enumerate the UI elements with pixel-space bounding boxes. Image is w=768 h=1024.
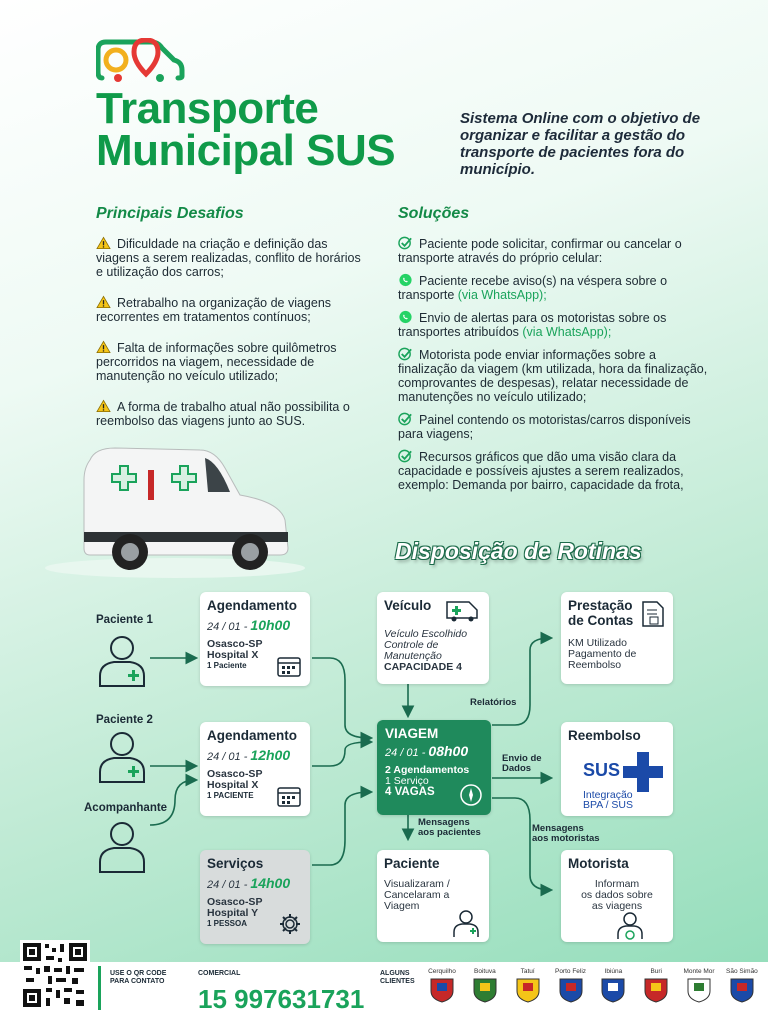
card-title: Veículo — [384, 598, 432, 613]
card-title: Paciente — [384, 856, 440, 871]
card-title: Agendamento — [207, 728, 298, 743]
city-crest-icon — [686, 975, 712, 1003]
title-line-1: Transporte — [96, 84, 319, 133]
qr-code-icon[interactable] — [20, 940, 90, 1010]
patient-icon — [451, 908, 481, 938]
patient-icon — [94, 632, 150, 688]
companion-label: Acompanhante — [84, 802, 168, 814]
scheduling-card-1[interactable]: Agendamento 24 / 01 - 10h00 Osasco-SP Hospital X 1 Paciente — [200, 592, 310, 686]
solutions-heading: Soluções — [398, 205, 470, 222]
check-icon — [398, 236, 413, 250]
challenge-item: Dificuldade na criação e definição das viagens a serem realizadas, conflito de horários e utilização dos carros; — [96, 237, 361, 279]
city-crest-icon — [472, 975, 498, 1003]
city-crest-icon — [558, 975, 584, 1003]
services-card[interactable]: Serviços 24 / 01 - 14h00 Osasco-SP Hospital Y 1 PESSOA — [200, 850, 310, 944]
card-date: 24 / 01 - 10h00 — [207, 617, 291, 633]
reports-label: Relatórios — [470, 697, 517, 708]
patient-card[interactable]: Paciente Visualizaram / Cancelaram a Viagem — [377, 850, 489, 942]
card-title: Agendamento — [207, 598, 298, 613]
challenge-item: Retrabalho na organização de viagens recorrentes em tratamentos contínuos; — [96, 296, 332, 324]
client-item: São Simão — [722, 968, 762, 1018]
page-title — [96, 84, 396, 175]
solution-item: Painel contendo os motoristas/carros disponíveis para viagens; — [398, 413, 691, 441]
whatsapp-icon — [398, 310, 413, 324]
logo-icon — [96, 38, 186, 84]
ambulance-icon — [445, 598, 481, 622]
patient-messages-label: Mensagens aos pacientes — [418, 817, 481, 838]
trip-card[interactable]: VIAGEM 24 / 01 - 08h00 2 Agendamentos 1 Serviço 4 VAGAS — [377, 720, 491, 815]
calendar-icon — [276, 654, 302, 678]
warning-icon — [96, 236, 111, 250]
patient-icon — [94, 728, 150, 784]
challenge-item: Falta de informações sobre quilômetros percorridos na viagem, necessidade de manutenção no veículo utilizado; — [96, 341, 337, 383]
calendar-icon — [276, 784, 302, 808]
city-crest-icon — [429, 975, 455, 1003]
city-crest-icon — [729, 975, 755, 1003]
van-illustration — [40, 440, 310, 580]
whatsapp-icon — [398, 273, 413, 287]
challenge-item: A forma de trabalho atual não possibilita o reembolso das viagens junto ao SUS. — [96, 400, 350, 428]
card-title: Prestação de Contas — [568, 598, 634, 628]
client-item: Cerquilho — [422, 968, 462, 1018]
client-item: Buri — [636, 968, 676, 1018]
solution-item: Motorista pode enviar informações sobre a finalização da viagem (km utilizada, hora da finalização, comprovantes de despesas), relatar necessidade de manutenções no veículo utilizado; — [398, 348, 708, 404]
warning-icon — [96, 399, 111, 413]
footer-divider — [98, 966, 101, 1010]
solution-item: Paciente recebe aviso(s) na véspera sobre o transporte (via WhatsApp); — [398, 274, 668, 302]
clients-list — [422, 968, 762, 1018]
solution-item: Envio de alertas para os motoristas sobre os transportes atribuídos (via WhatsApp); — [398, 311, 667, 339]
client-item: Tatuí — [508, 968, 548, 1018]
sus-logo: SUS — [583, 760, 621, 780]
commercial-label: COMERCIAL — [198, 970, 241, 977]
check-icon — [398, 412, 413, 426]
card-date: 24 / 01 - 08h00 — [385, 743, 469, 759]
city-crest-icon — [600, 975, 626, 1003]
client-item: Ibiúna — [593, 968, 633, 1018]
card-title: VIAGEM — [385, 726, 439, 741]
patient-1-label: Paciente 1 — [96, 614, 153, 626]
challenges-heading: Principais Desafios — [96, 205, 244, 222]
check-icon — [398, 449, 413, 463]
invoice-icon — [641, 600, 665, 628]
client-item: Boituva — [465, 968, 505, 1018]
companion-icon — [94, 818, 150, 874]
solutions-list — [398, 236, 718, 492]
card-date: 24 / 01 - 12h00 — [207, 747, 291, 763]
city-crest-icon — [643, 975, 669, 1003]
card-date: 24 / 01 - 14h00 — [207, 875, 291, 891]
reimbursement-card[interactable]: Reembolso SUS Integração BPA / SUS — [561, 722, 673, 816]
client-item: Monte Mor — [679, 968, 719, 1018]
card-title: Serviços — [207, 856, 264, 871]
scheduling-card-2[interactable]: Agendamento 24 / 01 - 12h00 Osasco-SP Hospital X 1 PACIENTE — [200, 722, 310, 816]
challenges-list — [96, 236, 364, 428]
qr-caption: USE O QR CODE PARA CONTATO — [110, 970, 167, 985]
rotinas-title: Disposição de Rotinas — [395, 538, 642, 564]
client-item: Porto Feliz — [551, 968, 591, 1018]
warning-icon — [96, 340, 111, 354]
solution-item: Paciente pode solicitar, confirmar ou cancelar o transporte através do próprio celular: — [398, 237, 682, 265]
vehicle-card[interactable]: Veículo Veículo Escolhido Controle de Manutenção CAPACIDADE 4 — [377, 592, 489, 684]
solution-item: Recursos gráficos que dão uma visão clara da capacidade e possíveis ajustes a serem realizados, exemplo: Demanda por bairro, capacidade da frota, — [398, 450, 684, 492]
clients-label: ALGUNS CLIENTES — [380, 970, 415, 985]
data-send-label: Envio de Dados — [502, 753, 542, 774]
card-title: Reembolso — [568, 728, 641, 743]
gear-icon — [278, 912, 302, 936]
accounting-card[interactable]: Prestação de Contas KM Utilizado Pagamento de Reembolso — [561, 592, 673, 684]
subtitle: Sistema Online com o objetivo de organizar e facilitar a gestão do transporte de pacientes fora do município. — [460, 110, 701, 178]
driver-icon — [615, 910, 645, 940]
card-title: Motorista — [568, 856, 629, 871]
driver-messages-label: Mensagens aos motoristas — [532, 823, 600, 844]
sus-cross-icon — [623, 752, 663, 792]
title-line-2: Municipal SUS — [96, 126, 396, 175]
warning-icon — [96, 295, 111, 309]
driver-card[interactable]: Motorista Informam os dados sobre as viagens — [561, 850, 673, 942]
phone-number[interactable]: 15 997631731 — [198, 984, 365, 1014]
compass-icon — [459, 783, 483, 807]
patient-2-label: Paciente 2 — [96, 714, 153, 726]
city-crest-icon — [515, 975, 541, 1003]
check-icon — [398, 347, 413, 361]
